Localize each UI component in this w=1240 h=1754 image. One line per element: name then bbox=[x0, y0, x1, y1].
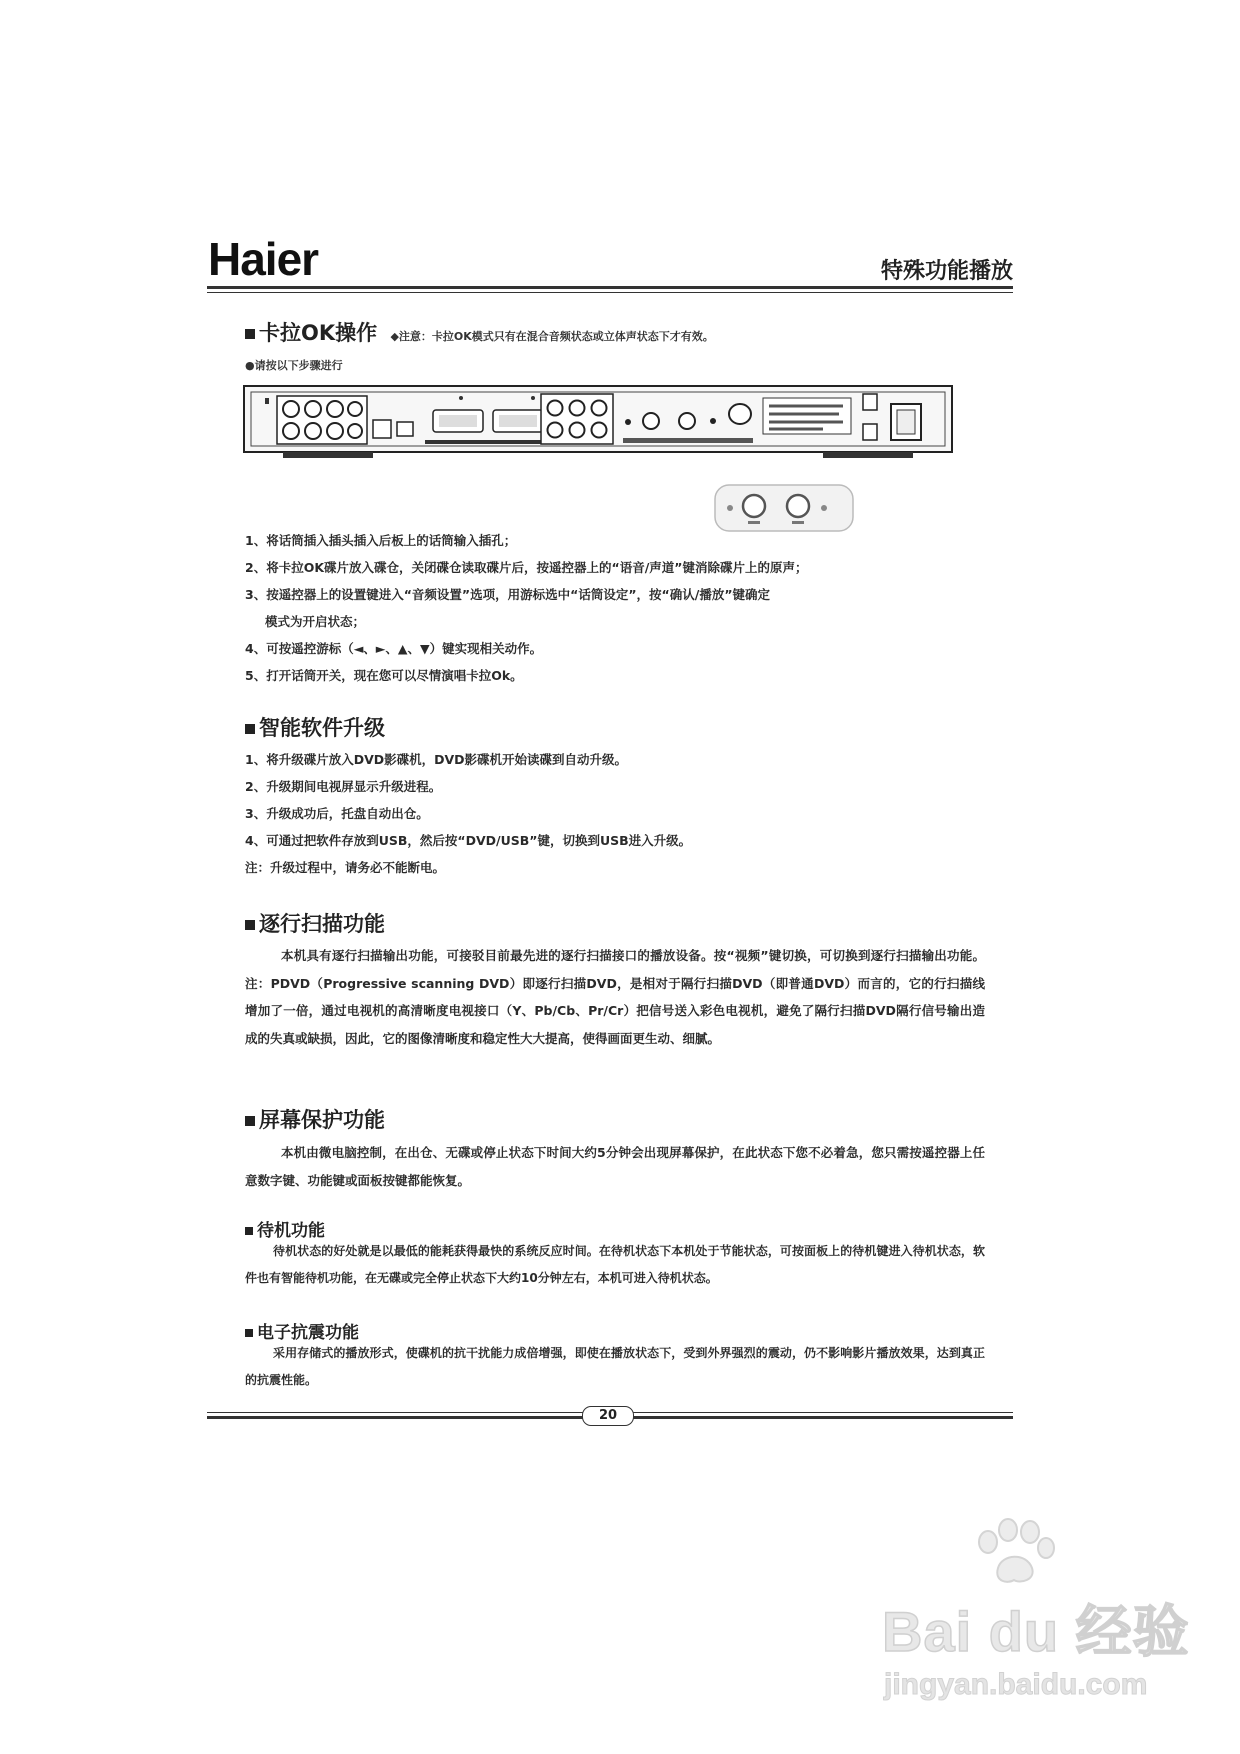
page-number: 20 bbox=[582, 1406, 634, 1426]
baidu-watermark: Bai du 经验 bbox=[882, 1600, 1190, 1663]
progressive-section-title: 逐行扫描功能 bbox=[245, 908, 385, 938]
list-item: 模式为开启状态； bbox=[265, 614, 366, 629]
karaoke-section-title: 卡拉OK操作 ◆注意：卡拉OK模式只有在混合音频状态或立体声状态下才有效。 bbox=[245, 317, 714, 347]
progressive-body: 本机具有逐行扫描输出功能，可接驳目前最先进的逐行扫描接口的播放设备。按“视频”键切换，可切换到逐行扫描输出功能。注：PDVD（Progressive scanning DVD）即逐行扫描DVD，是相对于隔行扫描DVD（即普通DVD）而言的，它的行扫描线增加了一倍，通过电视机的高清晰度电视接口（Y、Pb/Cb、Pr/Cr）把信号送入彩色电视机，避免了隔行扫描DVD隔行信号输出造成的失真或缺损，因此，它的图像清晰度和稳定性大大提高，使得画面更生动、细腻。 bbox=[245, 948, 985, 1046]
haier-logo: Haier bbox=[208, 233, 319, 285]
list-item: 1、将话筒插入插头插入后板上的话筒输入插孔； bbox=[245, 533, 517, 548]
header-rule-thin bbox=[207, 292, 1013, 293]
standby-body: 待机状态的好处就是以最低的能耗获得最快的系统反应时间。在待机状态下本机处于节能状态，可按面板上的待机键进入待机状态，软件也有智能待机功能，在无碟或完全停止状态下大约10分钟左右，本机可进入待机状态。 bbox=[245, 1244, 985, 1285]
page-header-title: 特殊功能播放 bbox=[880, 259, 1013, 284]
karaoke-steps-list bbox=[245, 527, 985, 689]
baidu-watermark-url: jingyan.baidu.com bbox=[884, 1668, 1148, 1701]
list-item: 4、可按遥控游标（◄、►、▲、▼）键实现相关动作。 bbox=[245, 641, 543, 656]
list-item: 注：升级过程中，请务必不能断电。 bbox=[245, 860, 446, 875]
list-item: 4、可通过把软件存放到USB，然后按“DVD/USB”键，切换到USB进入升级。 bbox=[245, 833, 692, 848]
list-item: 3、按遥控器上的设置键进入“音频设置”选项，用游标选中“话筒设定”，按“确认/播放”键确定 bbox=[245, 587, 771, 602]
antishock-body: 采用存储式的播放形式，使碟机的抗干扰能力成倍增强，即使在播放状态下，受到外界强烈的震动，仍不影响影片播放效果，达到真正的抗震性能。 bbox=[245, 1346, 985, 1387]
list-item: 5、打开话筒开关，现在您可以尽情演唱卡拉Ok。 bbox=[245, 668, 523, 683]
paw-icon bbox=[968, 1516, 1058, 1588]
rear-panel-illustration bbox=[243, 384, 955, 464]
list-item: 2、升级期间电视屏显示升级进程。 bbox=[245, 779, 442, 794]
karaoke-note: ◆注意：卡拉OK模式只有在混合音频状态或立体声状态下才有效。 bbox=[390, 330, 714, 343]
header-rule-thick bbox=[207, 286, 1013, 289]
list-item: 3、升级成功后，托盘自动出仓。 bbox=[245, 806, 429, 821]
karaoke-steps-intro: ●请按以下步骤进行 bbox=[245, 359, 343, 372]
list-item: 2、将卡拉OK碟片放入碟仓，关闭碟仓读取碟片后，按遥控器上的“语音/声道”键消除碟片上的原声； bbox=[245, 560, 808, 575]
scart-connector-1 bbox=[433, 410, 483, 432]
upgrade-list bbox=[245, 746, 985, 881]
screensaver-body: 本机由微电脑控制，在出仓、无碟或停止状态下时间大约5分钟会出现屏幕保护，在此状态下您不必着急，您只需按遥控器上任意数字键、功能键或面板按键都能恢复。 bbox=[245, 1145, 985, 1188]
antishock-section-title: 电子抗震功能 bbox=[245, 1318, 359, 1343]
upgrade-section-title: 智能软件升级 bbox=[245, 712, 385, 742]
list-item: 1、将升级碟片放入DVD影碟机，DVD影碟机开始读碟到自动升级。 bbox=[245, 752, 628, 767]
scart-connector-2 bbox=[493, 410, 543, 432]
screensaver-section-title: 屏幕保护功能 bbox=[245, 1104, 385, 1134]
standby-section-title: 待机功能 bbox=[245, 1216, 325, 1241]
